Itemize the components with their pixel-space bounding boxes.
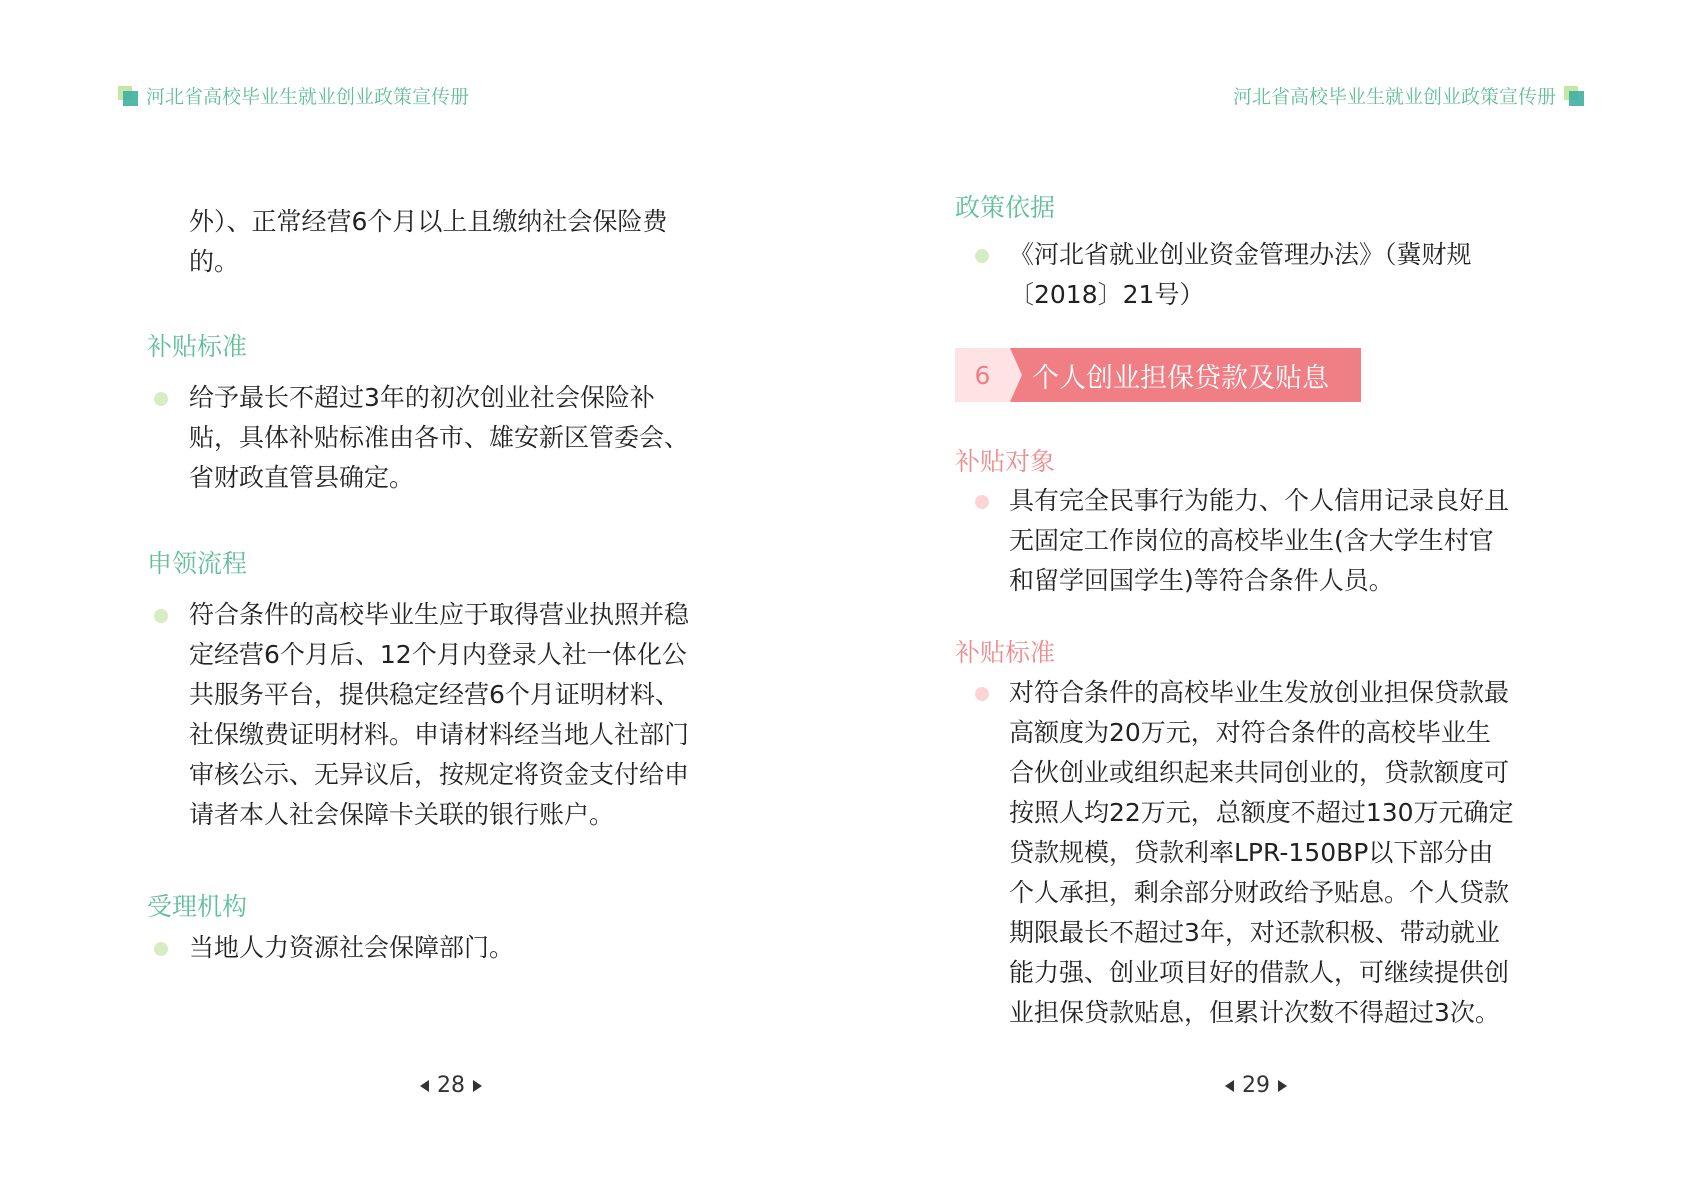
page-number-text: 28	[437, 1073, 465, 1098]
header-title-right: 河北省高校毕业生就业创业政策宣传册	[1232, 86, 1556, 108]
subsidy-standard-text: 给予最长不超过3年的初次创业社会保险补 贴，具体补贴标准由各市、雄安新区管委会、 省财政直管县确定。	[189, 383, 690, 492]
intro-text: 外）、正常经营6个月以上且缴纳社会保险费 的。	[189, 207, 668, 276]
bullet-dot-icon	[975, 495, 989, 509]
bullet-dot-icon	[154, 609, 168, 623]
loan-standard-item	[975, 673, 1514, 1033]
policy-basis-text: 《河北省就业创业资金管理办法》（冀财规 〔2018〕21号）	[1009, 240, 1472, 309]
section-banner	[955, 348, 1361, 402]
header-square-icon	[118, 86, 138, 106]
agency-item	[154, 928, 514, 968]
section-title-policy-basis: 政策依据	[955, 193, 1056, 222]
section-title-agency: 受理机构	[147, 892, 248, 921]
policy-basis-item	[975, 235, 1472, 315]
banner-arrow-icon	[1010, 348, 1022, 402]
page-number-text: 29	[1242, 1073, 1270, 1098]
bullet-dot-icon	[154, 942, 168, 956]
running-header-right	[1233, 82, 1584, 109]
triangle-left-icon	[420, 1080, 429, 1092]
banner-label: 个人创业担保贷款及贴息	[1022, 348, 1361, 402]
bullet-dot-icon	[154, 392, 168, 406]
triangle-right-icon	[1278, 1080, 1287, 1092]
subsidy-standard-item	[154, 378, 689, 498]
section-title-application-process: 申领流程	[147, 549, 248, 578]
section-title-subsidy-target: 补贴对象	[955, 447, 1056, 476]
header-title-left: 河北省高校毕业生就业创业政策宣传册	[146, 86, 470, 108]
banner-number: 6	[955, 348, 1010, 402]
subsidy-target-item	[975, 481, 1509, 601]
bullet-dot-icon	[975, 249, 989, 263]
triangle-right-icon	[473, 1080, 482, 1092]
section-title-loan-standard: 补贴标准	[955, 638, 1056, 667]
loan-standard-text: 对符合条件的高校毕业生发放创业担保贷款最 高额度为20万元，对符合条件的高校毕业生 合伙创业或组织起来共同创业的，贷款额度可 按照人均22万元，总额度不超过130万元确定 贷款规模，贷款利率LPR-150BP以下部分由 个人承担，剩余部分财政给予贴息。个人贷款 期限最长不超过3年，对还款积极、带动就业 能力强、创业项目好的借款人，可继续提供创 业担保贷款贴息，但累计次数不得超过3次。	[1009, 678, 1514, 1027]
bullet-dot-icon	[975, 687, 989, 701]
header-square-icon	[1564, 86, 1584, 106]
running-header-left	[118, 82, 469, 109]
subsidy-target-text: 具有完全民事行为能力、个人信用记录良好且 无固定工作岗位的高校毕业生(含大学生村官 和留学回国学生)等符合条件人员。	[1009, 486, 1510, 595]
page-number-right	[1225, 1073, 1287, 1098]
section-title-subsidy-standard: 补贴标准	[147, 332, 248, 361]
triangle-left-icon	[1225, 1080, 1234, 1092]
agency-text: 当地人力资源社会保障部门。	[189, 933, 515, 962]
page-number-left	[420, 1073, 482, 1098]
application-process-item	[154, 595, 689, 835]
application-process-text: 符合条件的高校毕业生应于取得营业执照并稳 定经营6个月后、12个月内登录人社一体化公 共服务平台，提供稳定经营6个月证明材料、 社保缴费证明材料。申请材料经当地人社部门 审核公示、无异议后，按规定将资金支付给申 请者本人社会保障卡关联的银行账户。	[189, 600, 690, 829]
